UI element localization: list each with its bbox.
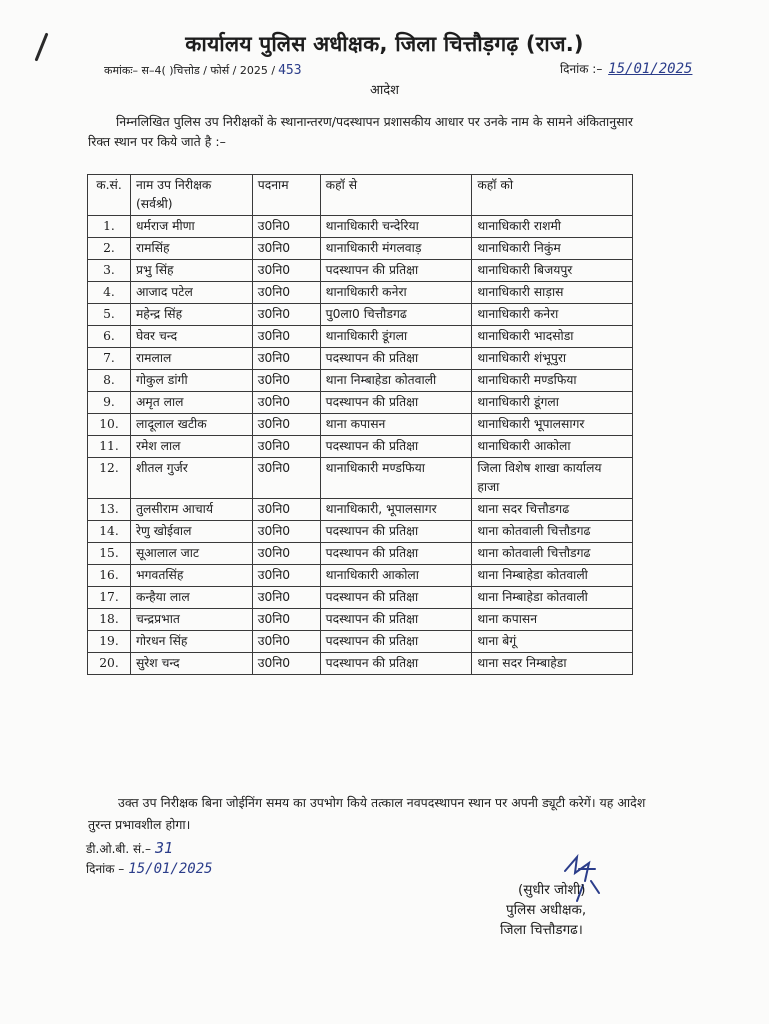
to-cell: थाना निम्बाहेडा कोतवाली: [472, 587, 633, 609]
table-row: [88, 609, 633, 631]
serial-cell: 2.: [88, 238, 131, 260]
header-name: नाम उप निरीक्षक (सर्वश्री): [130, 175, 252, 216]
table-row: [88, 631, 633, 653]
rank-cell: उ0नि0: [252, 631, 320, 653]
intro-text: निम्नलिखित पुलिस उप निरीक्षकों के स्थानान्तरण/पदस्थापन प्रशासकीय आधार पर उनके नाम के सामने अंकितानुसार रिक्त स्थान पर किये जाते है :–: [88, 114, 634, 149]
order-date-value: 15/01/2025: [608, 61, 693, 77]
serial-cell: 11.: [88, 436, 131, 458]
table-row: [88, 304, 633, 326]
table-row: [88, 543, 633, 565]
serial-cell: 9.: [88, 392, 131, 414]
rank-cell: उ0नि0: [252, 370, 320, 392]
table-body: [88, 216, 633, 675]
reference-number: [104, 63, 302, 78]
from-cell: पदस्थापन की प्रतिक्षा: [320, 587, 472, 609]
rank-cell: उ0नि0: [252, 238, 320, 260]
rank-cell: उ0नि0: [252, 521, 320, 543]
from-cell: पदस्थापन की प्रतिक्षा: [320, 609, 472, 631]
rank-cell: उ0नि0: [252, 543, 320, 565]
from-cell: पदस्थापन की प्रतिक्षा: [320, 521, 472, 543]
name-cell: महेन्द्र सिंह: [130, 304, 252, 326]
to-cell: थानाधिकारी बिजयपुर: [472, 260, 633, 282]
table-header-row: [88, 175, 633, 216]
serial-cell: 8.: [88, 370, 131, 392]
rank-cell: उ0नि0: [252, 216, 320, 238]
from-cell: थानाधिकारी मण्डफिया: [320, 458, 472, 499]
rank-cell: उ0नि0: [252, 458, 320, 499]
from-cell: थानाधिकारी कनेरा: [320, 282, 472, 304]
rank-cell: उ0नि0: [252, 499, 320, 521]
reference-label: कमांकः– स–4( )चित्तोड / फोर्स / 2025 /: [104, 64, 276, 77]
serial-cell: 5.: [88, 304, 131, 326]
serial-cell: 16.: [88, 565, 131, 587]
to-cell: थानाधिकारी डूंगला: [472, 392, 633, 414]
name-cell: रमेश लाल: [130, 436, 252, 458]
name-cell: रेणु खोईवाल: [130, 521, 252, 543]
name-cell: गोरधन सिंह: [130, 631, 252, 653]
table-row: [88, 370, 633, 392]
closing-paragraph: [88, 792, 668, 836]
name-cell: सुरेश चन्द: [130, 653, 252, 675]
from-cell: थानाधिकारी डूंगला: [320, 326, 472, 348]
table-row: [88, 238, 633, 260]
table-row: [88, 414, 633, 436]
table-row: [88, 436, 633, 458]
office-title: कार्यालय पुलिस अधीक्षक, जिला चित्तौड़गढ़ (राज.): [185, 32, 584, 56]
name-cell: शीतल गुर्जर: [130, 458, 252, 499]
name-cell: घेवर चन्द: [130, 326, 252, 348]
rank-cell: उ0नि0: [252, 609, 320, 631]
from-cell: थाना कपासन: [320, 414, 472, 436]
table-row: [88, 216, 633, 238]
name-cell: आजाद पटेल: [130, 282, 252, 304]
name-cell: भगवतसिंह: [130, 565, 252, 587]
serial-cell: 20.: [88, 653, 131, 675]
order-date-label: दिनांक :–: [560, 62, 603, 76]
name-cell: लादूलाल खटीक: [130, 414, 252, 436]
table-row: [88, 260, 633, 282]
rank-cell: उ0नि0: [252, 414, 320, 436]
signatory-district: जिला चित्तौडगढ।: [500, 922, 583, 938]
table-row: [88, 348, 633, 370]
serial-cell: 15.: [88, 543, 131, 565]
serial-cell: 10.: [88, 414, 131, 436]
to-cell: थानाधिकारी आकोला: [472, 436, 633, 458]
order-heading: आदेश: [369, 83, 400, 98]
dob-label: डी.ओ.बी. सं.–: [86, 842, 151, 856]
name-cell: प्रभु सिंह: [130, 260, 252, 282]
serial-cell: 1.: [88, 216, 131, 238]
rank-cell: उ0नि0: [252, 653, 320, 675]
to-cell: थानाधिकारी राशमी: [472, 216, 633, 238]
to-cell: थाना सदर चित्तौडगढ: [472, 499, 633, 521]
footer-date: [86, 860, 213, 877]
from-cell: पदस्थापन की प्रतिक्षा: [320, 631, 472, 653]
table-row: [88, 499, 633, 521]
header-from: कहॉ से: [320, 175, 472, 216]
header-to: कहॉ को: [472, 175, 633, 216]
table-row: [88, 458, 633, 499]
name-cell: रामसिंह: [130, 238, 252, 260]
serial-cell: 3.: [88, 260, 131, 282]
to-cell: थानाधिकारी मण्डफिया: [472, 370, 633, 392]
to-cell: थानाधिकारी निकुंम: [472, 238, 633, 260]
to-cell: थाना कोतवाली चित्तौडगढ: [472, 521, 633, 543]
name-cell: चन्द्रप्रभात: [130, 609, 252, 631]
serial-cell: 7.: [88, 348, 131, 370]
from-cell: थाना निम्बाहेडा कोतवाली: [320, 370, 472, 392]
from-cell: थानाधिकारी मंगलवाड़: [320, 238, 472, 260]
table-row: [88, 392, 633, 414]
signatory-name: (सुधीर जोशी): [518, 882, 586, 898]
from-cell: पदस्थापन की प्रतिक्षा: [320, 260, 472, 282]
closing-text: उक्त उप निरीक्षक बिना जोईनिंग समय का उपभोग किये तत्काल नवपदस्थापन स्थान पर अपनी ड्यूटी करेगें। यह आदेश तुरन्त प्रभावशील होगा।: [88, 795, 646, 832]
signatory-designation: पुलिस अधीक्षक,: [506, 902, 587, 918]
from-cell: थानाधिकारी चन्देरिया: [320, 216, 472, 238]
from-cell: पदस्थापन की प्रतिक्षा: [320, 436, 472, 458]
table-row: [88, 521, 633, 543]
table-row: [88, 282, 633, 304]
dob-number: [86, 839, 173, 857]
name-cell: धर्मराज मीणा: [130, 216, 252, 238]
to-cell: थानाधिकारी भूपालसागर: [472, 414, 633, 436]
transfer-table: [87, 174, 633, 675]
from-cell: पदस्थापन की प्रतिक्षा: [320, 392, 472, 414]
rank-cell: उ0नि0: [252, 260, 320, 282]
to-cell: थानाधिकारी शंभूपुरा: [472, 348, 633, 370]
order-date: [560, 60, 692, 77]
table-row: [88, 587, 633, 609]
name-cell: कन्हैया लाल: [130, 587, 252, 609]
name-cell: अमृत लाल: [130, 392, 252, 414]
rank-cell: उ0नि0: [252, 392, 320, 414]
table-row: [88, 326, 633, 348]
to-cell: थाना कपासन: [472, 609, 633, 631]
name-cell: सूआलाल जाट: [130, 543, 252, 565]
intro-paragraph: [88, 112, 648, 152]
from-cell: पदस्थापन की प्रतिक्षा: [320, 653, 472, 675]
to-cell: थाना बेगूं: [472, 631, 633, 653]
to-cell: थानाधिकारी भादसोडा: [472, 326, 633, 348]
to-cell: थाना सदर निम्बाहेडा: [472, 653, 633, 675]
table-row: [88, 565, 633, 587]
footer-date-value: 15/01/2025: [128, 861, 213, 877]
rank-cell: उ0नि0: [252, 304, 320, 326]
from-cell: थानाधिकारी, भूपालसागर: [320, 499, 472, 521]
signature-block: [500, 880, 650, 940]
from-cell: पु0ला0 चित्तौडगढ: [320, 304, 472, 326]
header-serial: क.सं.: [88, 175, 131, 216]
rank-cell: उ0नि0: [252, 348, 320, 370]
serial-cell: 18.: [88, 609, 131, 631]
name-cell: रामलाल: [130, 348, 252, 370]
to-cell: थाना निम्बाहेडा कोतवाली: [472, 565, 633, 587]
header-rank: पदनाम: [252, 175, 320, 216]
dob-value: 31: [154, 839, 174, 857]
reference-handwritten-number: 453: [278, 63, 302, 78]
rank-cell: उ0नि0: [252, 565, 320, 587]
rank-cell: उ0नि0: [252, 587, 320, 609]
rank-cell: उ0नि0: [252, 282, 320, 304]
from-cell: थानाधिकारी आकोला: [320, 565, 472, 587]
serial-cell: 6.: [88, 326, 131, 348]
rank-cell: उ0नि0: [252, 326, 320, 348]
serial-cell: 19.: [88, 631, 131, 653]
to-cell: जिला विशेष शाखा कार्यालय हाजा: [472, 458, 633, 499]
name-cell: गोकुल डांगी: [130, 370, 252, 392]
to-cell: थाना कोतवाली चित्तौडगढ: [472, 543, 633, 565]
serial-cell: 12.: [88, 458, 131, 499]
serial-cell: 14.: [88, 521, 131, 543]
rank-cell: उ0नि0: [252, 436, 320, 458]
footer-date-label: दिनांक –: [86, 862, 125, 876]
name-cell: तुलसीराम आचार्य: [130, 499, 252, 521]
serial-cell: 13.: [88, 499, 131, 521]
from-cell: पदस्थापन की प्रतिक्षा: [320, 543, 472, 565]
from-cell: पदस्थापन की प्रतिक्षा: [320, 348, 472, 370]
table-row: [88, 653, 633, 675]
serial-cell: 4.: [88, 282, 131, 304]
serial-cell: 17.: [88, 587, 131, 609]
to-cell: थानाधिकारी साड़ास: [472, 282, 633, 304]
to-cell: थानाधिकारी कनेरा: [472, 304, 633, 326]
